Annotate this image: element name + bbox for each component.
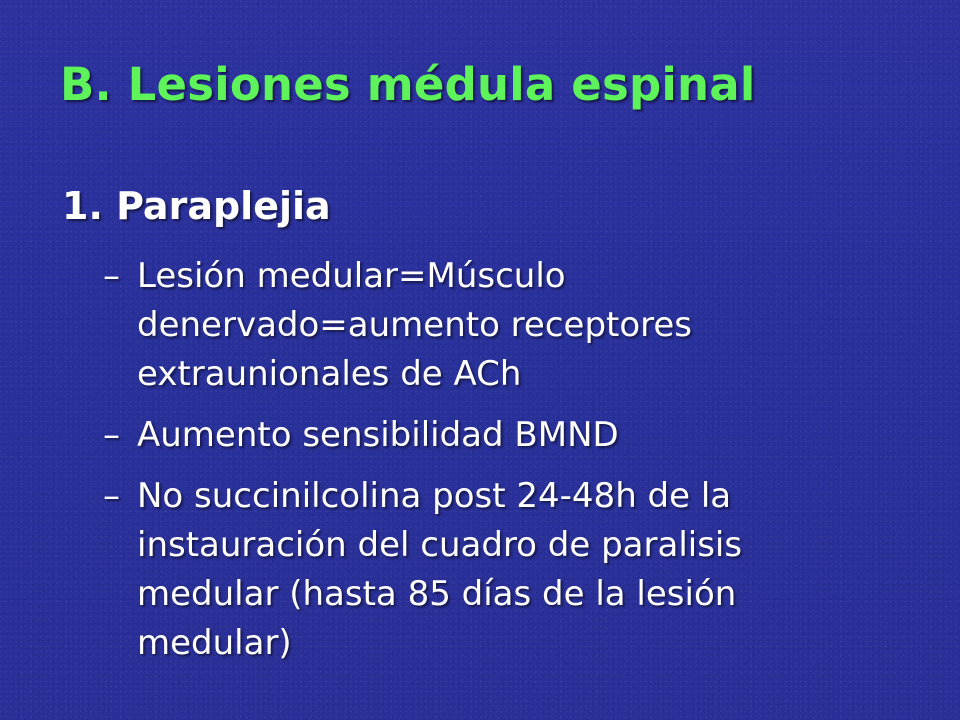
- bullet-text: No succinilcolina post 24-48h de la instauración del cuadro de paralisis medular (hasta 85 días de la lesión medular): [137, 476, 743, 663]
- bullet-item: [103, 252, 923, 399]
- bullet-text: Aumento sensibilidad BMND: [137, 415, 619, 455]
- slide-title: B. Lesiones médula espinal: [60, 58, 756, 111]
- bullet-dash: –: [103, 476, 120, 516]
- bullet-item: [103, 411, 923, 460]
- bullet-text: Lesión medular=Músculo denervado=aumento receptores extraunionales de ACh: [137, 256, 693, 394]
- bullet-dash: –: [103, 415, 120, 455]
- bullet-dash: –: [103, 256, 120, 296]
- section-heading: 1. Paraplejia: [62, 184, 331, 228]
- bullet-item: [103, 472, 923, 668]
- bullet-list: [103, 252, 923, 680]
